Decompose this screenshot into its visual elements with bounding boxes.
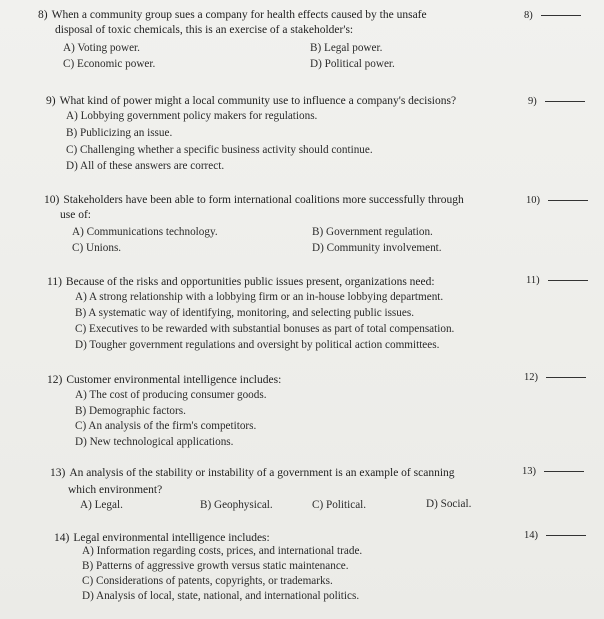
answer-blank[interactable]: [528, 96, 585, 107]
question-number: 11): [47, 276, 62, 288]
question-number: 10): [44, 194, 60, 206]
answer-blank[interactable]: [524, 530, 586, 541]
question-14-stem: [54, 531, 270, 546]
question-text-line: Stakeholders have been able to form international coalitions more successfully through: [63, 194, 464, 206]
option-b: B) Demographic factors.: [75, 405, 186, 417]
option-d: D) New technological applications.: [75, 436, 234, 448]
question-number: 9): [46, 95, 56, 107]
option-c: C) An analysis of the firm's competitors.: [75, 420, 257, 432]
option-b: B) Publicizing an issue.: [66, 127, 173, 139]
option-c: C) Economic power.: [63, 58, 156, 70]
question-text-line: Because of the risks and opportunities public issues present, organizations need:: [65, 276, 435, 288]
option-d: D) All of these answers are correct.: [66, 160, 225, 172]
option-a: A) A strong relationship with a lobbying firm or an in-house lobbying department.: [75, 291, 444, 303]
option-d: D) Political power.: [310, 58, 395, 70]
answer-label: 13): [522, 466, 536, 477]
answer-label: 10): [526, 195, 540, 206]
question-text-line: Customer environmental intelligence includes:: [66, 374, 282, 386]
question-number: 12): [47, 374, 63, 386]
option-c: C) Challenging whether a specific business activity should continue.: [66, 144, 373, 156]
option-c: C) Considerations of patents, copyrights, or trademarks.: [82, 575, 333, 587]
question-12-stem: [47, 373, 281, 388]
question-9-stem: [46, 94, 456, 109]
question-text-line: Legal environmental intelligence includes:: [73, 532, 270, 544]
option-a: A) Lobbying government policy makers for regulations.: [66, 110, 318, 122]
question-number: 13): [50, 467, 66, 479]
answer-blank[interactable]: [524, 372, 586, 383]
answer-blank[interactable]: [526, 275, 588, 286]
question-text-line: use of:: [60, 209, 91, 221]
option-c: C) Unions.: [72, 242, 122, 254]
question-8-stem: [38, 8, 427, 23]
question-text-line: An analysis of the stability or instability of a government is an example of scanning: [69, 467, 455, 479]
option-d: D) Community involvement.: [312, 242, 442, 254]
option-d: D) Social.: [426, 498, 472, 510]
question-13-stem: [50, 466, 455, 481]
answer-blank[interactable]: [526, 195, 588, 206]
option-a: A) Communications technology.: [72, 226, 218, 238]
question-text-line: which environment?: [68, 484, 163, 496]
answer-label: 11): [526, 275, 540, 286]
answer-label: 12): [524, 372, 538, 383]
question-number: 8): [38, 9, 48, 21]
answer-line[interactable]: [544, 471, 584, 472]
option-b: B) Legal power.: [310, 42, 383, 54]
option-d: D) Analysis of local, state, national, and international politics.: [82, 590, 360, 602]
option-b: B) Patterns of aggressive growth versus static maintenance.: [82, 560, 349, 572]
option-b: B) Government regulation.: [312, 226, 433, 238]
question-number: 14): [54, 532, 70, 544]
question-11-stem: [47, 275, 435, 290]
option-a: A) Legal.: [80, 499, 123, 511]
question-text-line: What kind of power might a local community use to influence a company's decisions?: [59, 95, 457, 107]
option-a: A) The cost of producing consumer goods.: [75, 389, 267, 401]
option-d: D) Tougher government regulations and oversight by political action committees.: [75, 339, 440, 351]
answer-line[interactable]: [546, 535, 586, 536]
answer-line[interactable]: [541, 15, 581, 16]
answer-blank[interactable]: [522, 466, 584, 477]
answer-line[interactable]: [545, 101, 585, 102]
question-10-stem: [44, 193, 464, 208]
answer-label: 9): [528, 96, 537, 107]
option-a: A) Information regarding costs, prices, and international trade.: [82, 545, 363, 557]
question-text-line: When a community group sues a company for health effects caused by the unsafe: [51, 9, 427, 21]
question-text-line: disposal of toxic chemicals, this is an exercise of a stakeholder's:: [55, 24, 354, 36]
answer-label: 14): [524, 530, 538, 541]
option-a: A) Voting power.: [63, 42, 140, 54]
option-c: C) Executives to be rewarded with substantial bonuses as part of total compensation.: [75, 323, 455, 335]
answer-blank[interactable]: [524, 10, 581, 21]
answer-line[interactable]: [548, 200, 588, 201]
answer-line[interactable]: [546, 377, 586, 378]
answer-label: 8): [524, 10, 533, 21]
option-c: C) Political.: [312, 499, 367, 511]
option-b: B) A systematic way of identifying, monitoring, and selecting public issues.: [75, 307, 414, 319]
answer-line[interactable]: [548, 280, 588, 281]
option-b: B) Geophysical.: [200, 499, 273, 511]
